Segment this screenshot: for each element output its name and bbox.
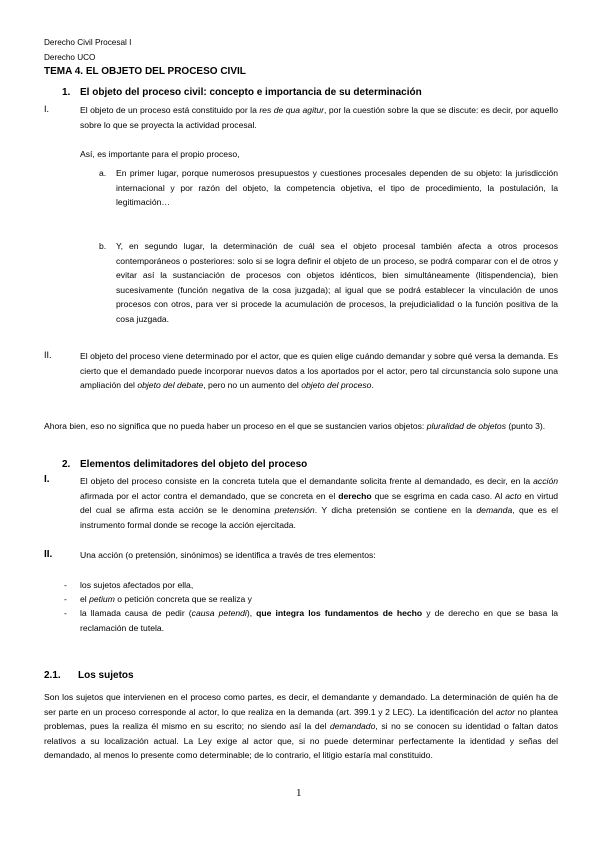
ahora-paragraph: Ahora bien, eso no significa que no pueda haber un proceso en el que se sustancien varios objetos: pluralidad de objetos (punto 3). <box>44 421 546 431</box>
item-II-paragraph: El objeto del proceso viene determinado por el actor, que es quien elige cuándo demandar y sobre qué versa la demanda. Es cierto que el demandado puede incorporar nuevos datos a los aportados por el actor, pero tal circunstancia solo supone una ampliación del objeto del debate, pero no un aumento del objeto del proceso. <box>80 351 558 391</box>
page-number: 1 <box>296 787 302 799</box>
list-item-subjects: los sujetos afectados por ella, <box>80 580 194 590</box>
section-2-number: 2. <box>62 459 71 470</box>
item-I-marker: I. <box>44 104 50 114</box>
section-2-item-I-paragraph: El objeto del proceso consiste en la concreta tutela que el demandante solicita frente al demandado, es decir, en la acción afirmada por el actor contra el demandado, que se concreta en el derecho que se esgrima en cada caso. Al acto en virtud del cual se afirma esta acción se le denomina pretensión. Y dicha pretensión se contiene en la demanda, que es el instrumento formal donde se recoge la acción ejercitada. <box>80 476 559 530</box>
list-item-petition: el petium o petición concreta que se realiza y <box>80 594 252 604</box>
list-a-text: En primer lugar, porque numerosos presupuestos y cuestiones procesales dependen de su objeto: la jurisdicción internacional y por razón del objeto, la competencia objetiva, el tipo de procedimiento, la postulación, la legitimación… <box>116 168 558 208</box>
sujetos-paragraph: Son los sujetos que intervienen en el proceso como partes, es decir, el demandante y demandado. La determinación de quién ha de ser parte en un proceso corresponde al actor, lo que realiza en la demanda (art. 399.1 y 2 LEC). La identificación del actor no plantea problemas, pues la realiza él mismo en su escrito; no siendo así la del demandado, si no se conocen su identidad o faltan datos relativos a su localización actual. La Ley exige al actor que, si no puede determinar perfectamente la identidad y señas del demandado, al menos lo presente como determinable; de lo contrario, el litigio estaría mal constituido. <box>44 692 559 761</box>
section-2-heading: Elementos delimitadores del objeto del proceso <box>80 459 308 470</box>
section-1-number: 1. <box>62 87 71 98</box>
section-2-item-II-marker: II. <box>44 549 53 560</box>
item-II-marker: II. <box>44 350 52 360</box>
list-a-marker: a. <box>99 168 107 178</box>
list-item-causa-petendi: la llamada causa de pedir (causa petendi), que integra los fundamentos de hecho y de derecho en que se basa la reclamación de tutela. <box>80 608 559 633</box>
course-name: Derecho Civil Procesal I <box>44 38 132 47</box>
section-2-item-I-marker: I. <box>44 474 50 485</box>
list-bullet: - <box>64 580 67 590</box>
list-bullet: - <box>64 608 67 618</box>
intro-line: Así, es importante para el propio proceso, <box>80 149 240 159</box>
list-b-text: Y, en segundo lugar, la determinación de cuál sea el objeto procesal también afecta a otros procesos contemporáneos o posteriores: solo si se logra definir el objeto de un proceso, se podrá comparar con el de otros y evitar así la sustanciación de procesos con objetos idénticos, bien simultáneamente (litispendencia), bien sucesivamente (función negativa de la cosa juzgada); al igual que se podrá establecer la vinculación de unos procesos con otros, para ver si procede la acumulación de procesos, la prejudicialidad o la función positiva de la cosa juzgada. <box>116 241 558 324</box>
list-bullet: - <box>64 594 67 604</box>
section-2-1-heading: Los sujetos <box>78 670 134 681</box>
list-b-marker: b. <box>99 241 107 251</box>
section-2-item-II-text: Una acción (o pretensión, sinónimos) se identifica a través de tres elementos: <box>80 550 376 560</box>
item-I-paragraph: El objeto de un proceso está constituido por la res de qua agitur, por la cuestión sobre la que se discute: es decir, por aquello sobre lo que se proyecta la actividad procesal. <box>80 105 558 130</box>
page-title: TEMA 4. EL OBJETO DEL PROCESO CIVIL <box>44 66 246 77</box>
institution-name: Derecho UCO <box>44 53 96 62</box>
section-1-heading: El objeto del proceso civil: concepto e importancia de su determinación <box>80 87 422 98</box>
section-2-1-number: 2.1. <box>44 670 61 681</box>
